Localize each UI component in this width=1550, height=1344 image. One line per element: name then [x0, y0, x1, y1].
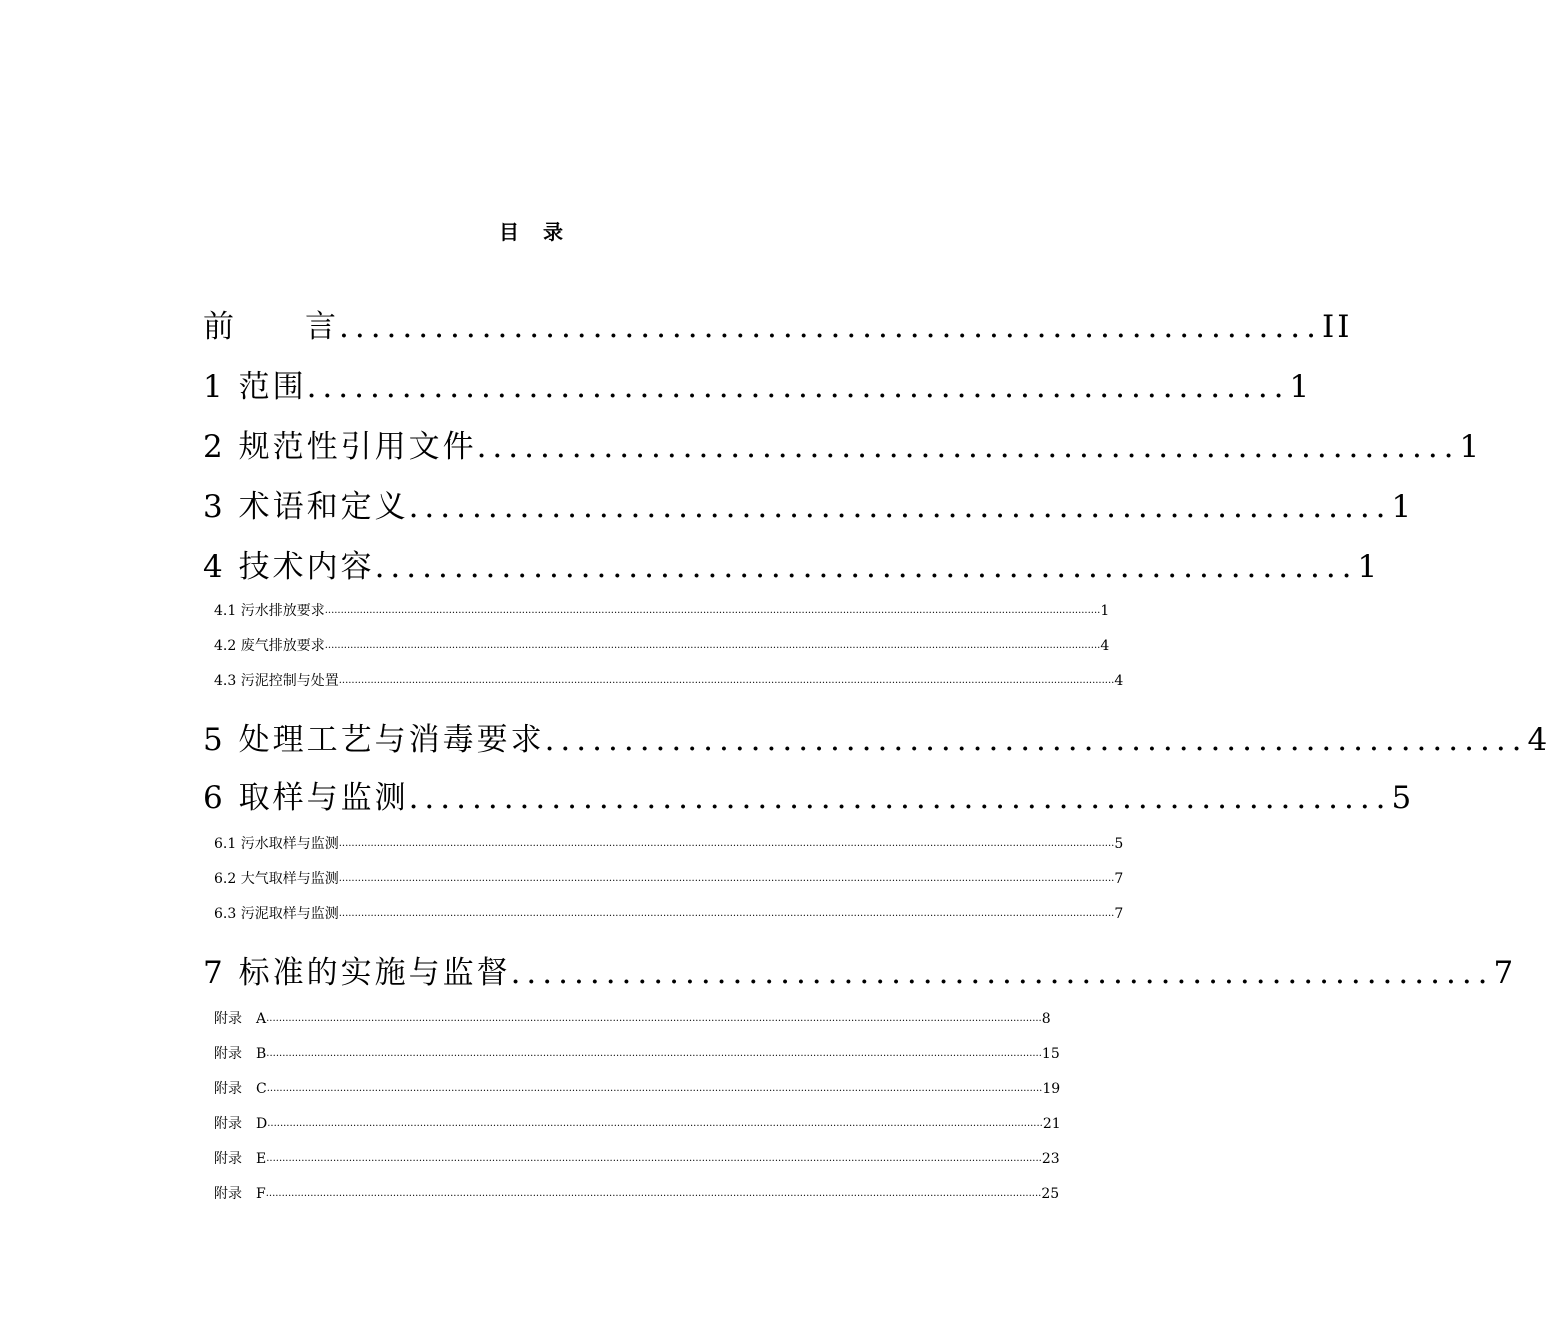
toc-label: 7 标准的实施与监督 [203, 955, 511, 991]
toc-page-number: 4 [1100, 638, 1110, 654]
toc-label: 6.3 污泥取样与监测 [214, 906, 339, 922]
dot-leader: .............................................................. [476, 429, 1460, 465]
toc-page-number: 1 [1459, 429, 1483, 465]
toc-page-number: 5 [1391, 780, 1415, 816]
toc-page-number: 1 [1289, 369, 1313, 405]
toc-entry-section-5[interactable] [203, 718, 1550, 762]
dot-leader: .............................................................. [544, 722, 1528, 758]
toc-page-number: 7 [1493, 955, 1517, 991]
toc-entry-section-4-3[interactable] [214, 671, 1124, 691]
toc-label: 附录 A [214, 1011, 267, 1027]
dot-leader: .............................................................. [510, 955, 1494, 991]
toc-page-number: 19 [1042, 1081, 1061, 1097]
toc-label: 6.2 大气取样与监测 [214, 871, 339, 887]
toc-label: 附录 F [214, 1186, 266, 1202]
toc-page-number: II [1321, 309, 1353, 345]
dot-leader: .................................................................................................................................................................................................................................................... [265, 1188, 1042, 1199]
toc-label: 6 取样与监测 [203, 780, 409, 816]
toc-label: 附录 B [214, 1046, 267, 1062]
dot-leader: .................................................................................................................................................................................................................................................... [338, 675, 1115, 686]
dot-leader: .................................................................................................................................................................................................................................................... [266, 1153, 1042, 1164]
toc-label: 1 范围 [203, 369, 307, 405]
toc-entry-section-6-2[interactable] [214, 869, 1124, 889]
dot-leader: .................................................................................................................................................................................................................................................... [266, 1048, 1042, 1059]
dot-leader: .................................................................................................................................................................................................................................................... [338, 838, 1115, 849]
toc-label: 3 术语和定义 [203, 489, 409, 525]
toc-entry-section-3[interactable] [203, 485, 1415, 529]
dot-leader: .................................................................................................................................................................................................................................................... [267, 1118, 1043, 1129]
toc-label: 4.1 污水排放要求 [214, 603, 325, 619]
dot-leader: .............................................................. [408, 489, 1392, 525]
dot-leader: .................................................................................................................................................................................................................................................... [324, 640, 1101, 651]
toc-label: 附录 D [214, 1116, 268, 1132]
dot-leader: .................................................................................................................................................................................................................................................... [266, 1083, 1043, 1094]
dot-leader: .............................................................. [306, 369, 1290, 405]
toc-page-number: 4 [1114, 673, 1124, 689]
toc-entry-section-4[interactable] [203, 545, 1381, 589]
toc-page-number: 7 [1114, 871, 1124, 887]
toc-entry-section-7[interactable] [203, 951, 1517, 995]
toc-label: 附录 E [214, 1151, 267, 1167]
toc-entry-preface[interactable] [203, 305, 1353, 349]
toc-entry-section-6[interactable] [203, 776, 1415, 820]
toc-page-number: 21 [1042, 1116, 1061, 1132]
toc-page-number: 7 [1114, 906, 1124, 922]
toc-label: 5 处理工艺与消毒要求 [203, 722, 545, 758]
toc-page-number: 25 [1041, 1186, 1060, 1202]
dot-leader: .............................................................. [374, 549, 1358, 585]
toc-label: 4 技术内容 [203, 549, 375, 585]
toc-label: 6.1 污水取样与监测 [214, 836, 339, 852]
toc-label: 4.3 污泥控制与处置 [214, 673, 339, 689]
toc-page-number: 15 [1041, 1046, 1060, 1062]
dot-leader: .................................................................................................................................................................................................................................................... [338, 873, 1115, 884]
toc-entry-section-4-2[interactable] [214, 636, 1110, 656]
toc-page-number: 1 [1391, 489, 1415, 525]
dot-leader: .............................................................. [408, 780, 1392, 816]
toc-entry-appendix-a[interactable] [214, 1009, 1051, 1029]
toc-page-number: 8 [1041, 1011, 1051, 1027]
toc-page-number: 1 [1100, 603, 1110, 619]
dot-leader: .................................................................................................................................................................................................................................................... [324, 605, 1101, 616]
toc-entry-appendix-f[interactable] [214, 1184, 1060, 1204]
toc-entry-appendix-b[interactable] [214, 1044, 1060, 1064]
toc-entry-section-1[interactable] [203, 365, 1313, 409]
toc-page-number: 5 [1114, 836, 1124, 852]
toc-entry-appendix-d[interactable] [214, 1114, 1061, 1134]
toc-entry-section-6-3[interactable] [214, 904, 1124, 924]
toc-label: 4.2 废气排放要求 [214, 638, 325, 654]
toc-label: 前 言 [203, 309, 339, 345]
toc-page-number: 4 [1527, 722, 1550, 758]
toc-label: 附录 C [214, 1081, 267, 1097]
toc-entry-appendix-c[interactable] [214, 1079, 1061, 1099]
toc-page-number: 23 [1041, 1151, 1060, 1167]
toc-title: 目 录 [499, 220, 565, 244]
toc-entry-appendix-e[interactable] [214, 1149, 1060, 1169]
dot-leader: .............................................................. [339, 309, 1322, 345]
toc-entry-section-6-1[interactable] [214, 834, 1124, 854]
toc-entry-section-4-1[interactable] [214, 601, 1110, 621]
toc-label: 2 规范性引用文件 [203, 429, 477, 465]
toc-page-number: 1 [1357, 549, 1381, 585]
dot-leader: .................................................................................................................................................................................................................................................... [338, 908, 1115, 919]
dot-leader: .................................................................................................................................................................................................................................................... [266, 1013, 1042, 1024]
toc-entry-section-2[interactable] [203, 425, 1483, 469]
